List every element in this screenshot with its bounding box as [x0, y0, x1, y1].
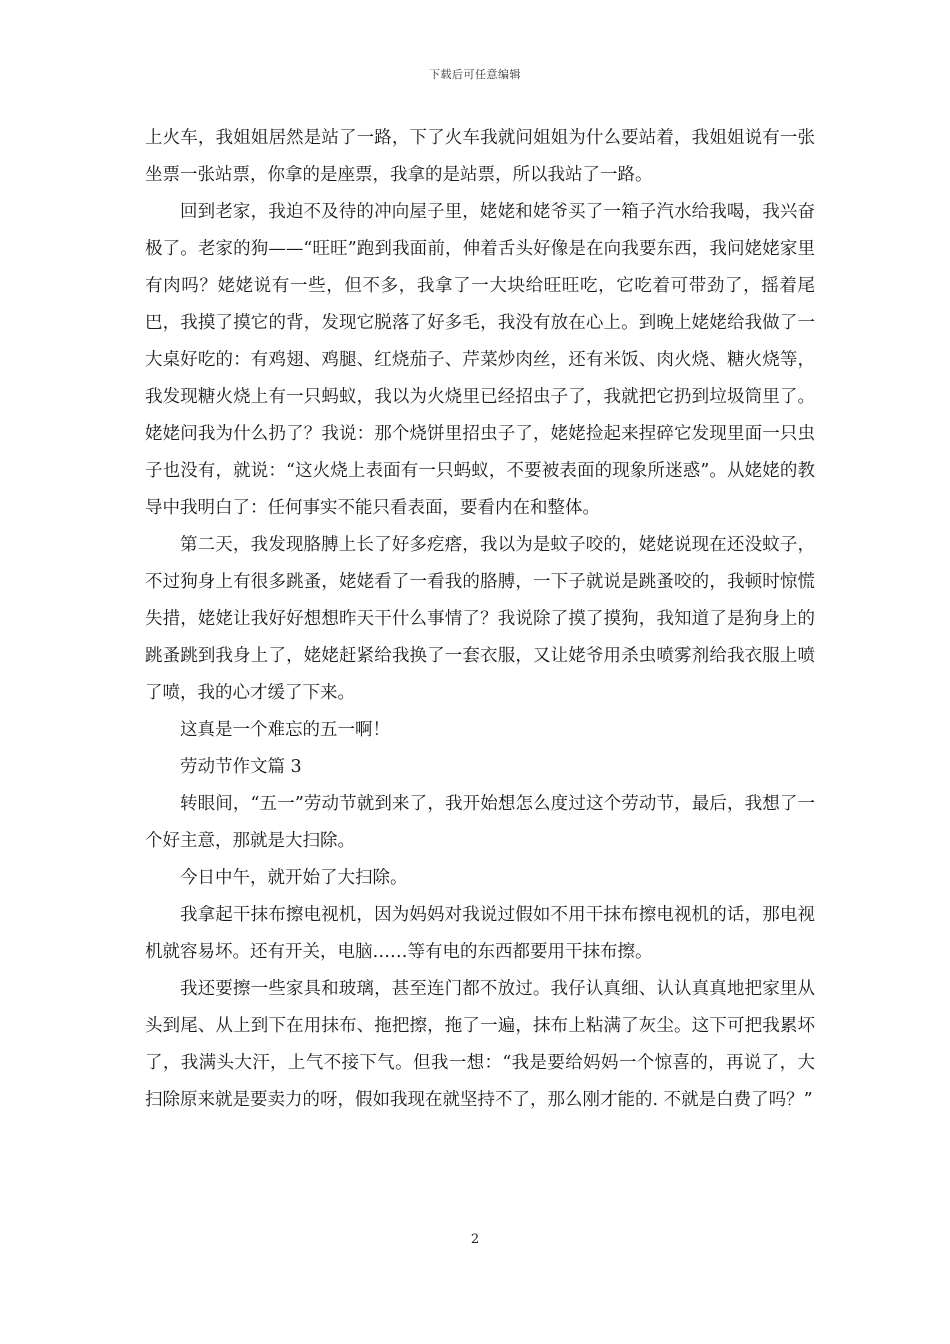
section-heading: 劳动节作文篇 3 [180, 757, 302, 777]
paragraph-1: 上火车，我姐姐居然是站了一路，下了火车我就问姐姐为什么要站着，我姐姐说有一张坐票一张站票，你拿的是座票，我拿的是站票，所以我站了一路。 [145, 128, 815, 185]
page-header: 下载后可任意编辑 [429, 68, 521, 81]
paragraph-5: 转眼间，“五一”劳动节就到来了，我开始想怎么度过这个劳动节，最后，我想了一个好主意，那就是大扫除。 [145, 794, 815, 851]
paragraph-7: 我拿起干抹布擦电视机，因为妈妈对我说过假如不用干抹布擦电视机的话，那电视机就容易坏。还有开关，电脑……等有电的东西都要用干抹布擦。 [145, 905, 815, 962]
paragraph-6: 今日中午，就开始了大扫除。 [180, 868, 408, 888]
paragraph-8: 我还要擦一些家具和玻璃，甚至连门都不放过。我仔认真细、认认真真地把家里从头到尾、从上到下在用抹布、拖把擦，拖了一遍，抹布上粘满了灰尘。这下可把我累坏了，我满头大汗，上气不接下气。但我一想：“我是要给妈妈一个惊喜的，再说了，大扫除原来就是要卖力的呀，假如我现在就坚持不了，那么刚才能的. 不就是白费了吗？” [145, 979, 815, 1110]
page-number: 2 [470, 1232, 480, 1247]
paragraph-2: 回到老家，我迫不及待的冲向屋子里，姥姥和姥爷买了一箱子汽水给我喝，我兴奋极了。老家的狗——“旺旺”跑到我面前，伸着舌头好像是在向我要东西，我问姥姥家里有肉吗？姥姥说有一些，但不多，我拿了一大块给旺旺吃，它吃着可带劲了，摇着尾巴，我摸了摸它的背，发现它脱落了好多毛，我没有放在心上。到晚上姥姥给我做了一大桌好吃的：有鸡翅、鸡腿、红烧茄子、芹菜炒肉丝，还有米饭、肉火烧、糖火烧等，我发现糖火烧上有一只蚂蚁，我以为火烧里已经招虫子了，我就把它扔到垃圾筒里了。姥姥问我为什么扔了？我说：那个烧饼里招虫子了，姥姥捡起来捏碎它发现里面一只虫子也没有，就说：“这火烧上表面有一只蚂蚁，不要被表面的现象所迷惑”。从姥姥的教导中我明白了：任何事实不能只看表面，要看内在和整体。 [145, 202, 815, 518]
paragraph-4: 这真是一个难忘的五一啊！ [180, 720, 390, 740]
document-body [145, 120, 815, 1119]
paragraph-3: 第二天，我发现胳膊上长了好多疙瘩，我以为是蚊子咬的，姥姥说现在还没蚊子，不过狗身上有很多跳蚤，姥姥看了一看我的胳膊，一下子就说是跳蚤咬的，我顿时惊慌失措，姥姥让我好好想想昨天干什么事情了？我说除了摸了摸狗，我知道了是狗身上的跳蚤跳到我身上了，姥姥赶紧给我换了一套衣服，又让姥爷用杀虫喷雾剂给我衣服上喷了喷，我的心才缓了下来。 [145, 535, 815, 703]
